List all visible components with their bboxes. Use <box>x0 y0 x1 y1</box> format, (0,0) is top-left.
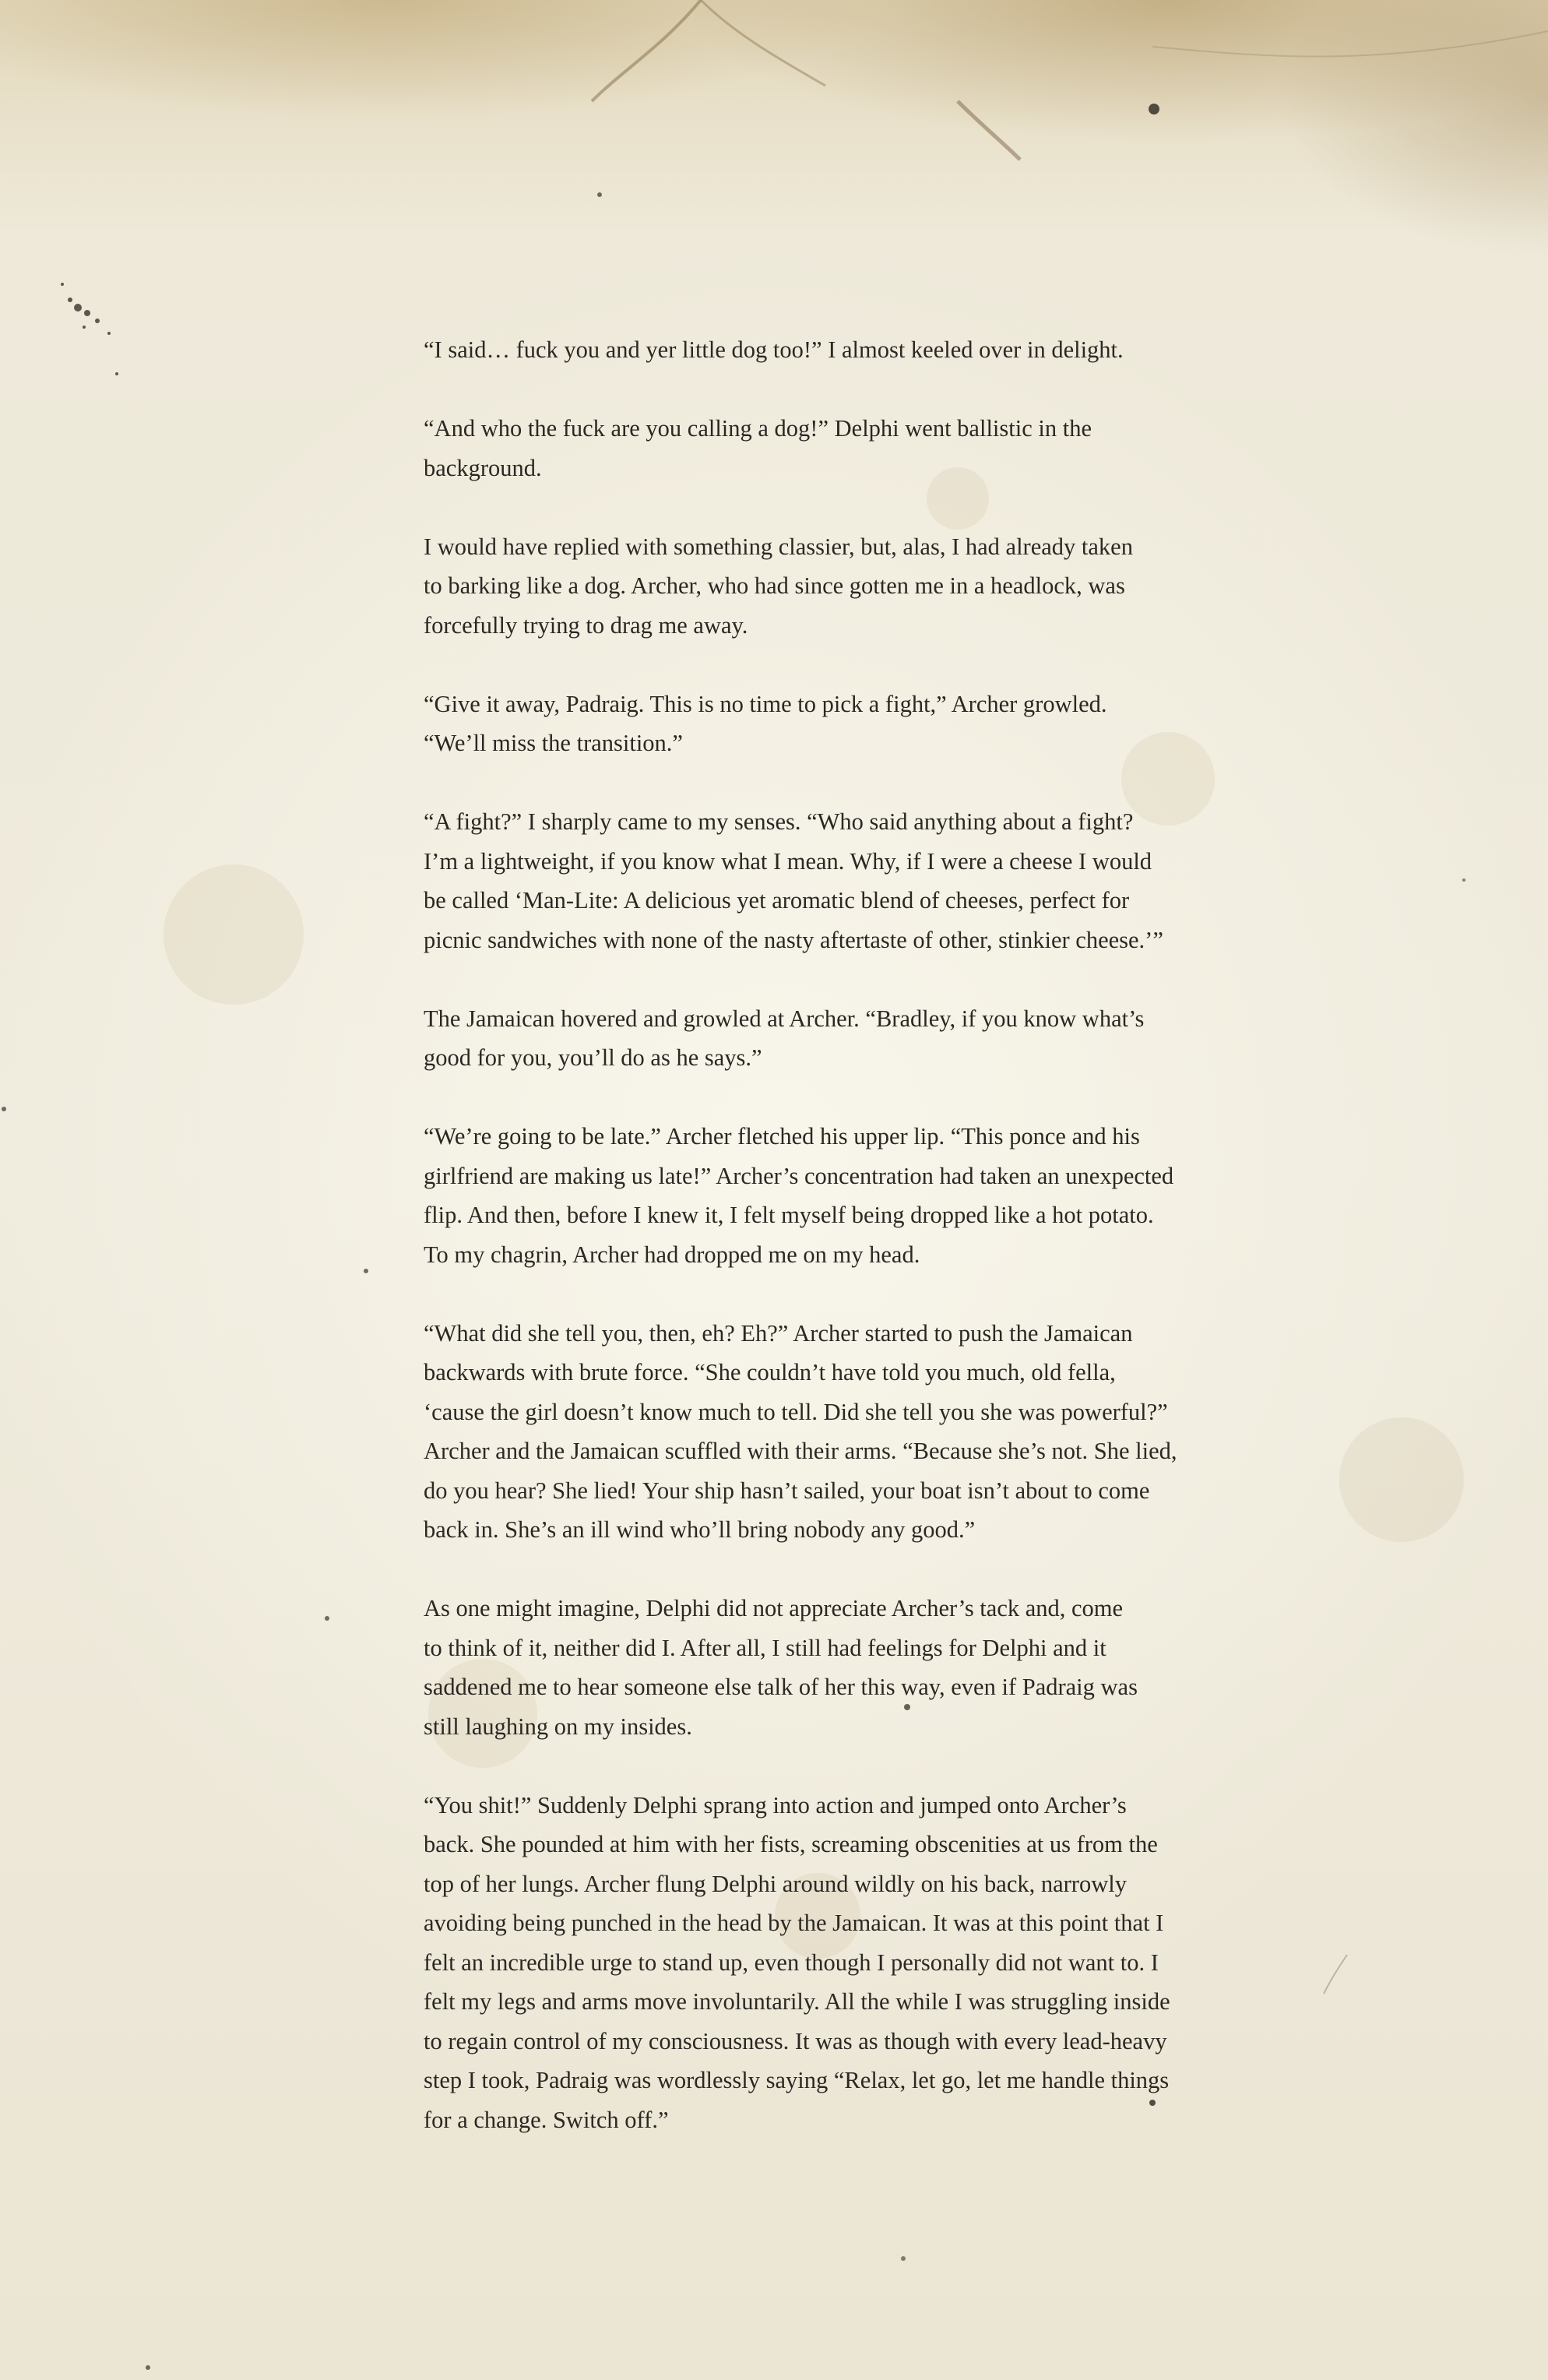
text-line: “Give it away, Padraig. This is no time to pick a fight,” Archer growled. <box>424 690 1107 717</box>
text-line: step I took, Padraig was wordlessly saying “Relax, let go, let me handle things <box>424 2067 1170 2093</box>
paragraph-4 <box>424 685 1296 763</box>
paragraph-7 <box>424 1117 1296 1274</box>
text-line: “I said… fuck you and yer little dog too!” I almost keeled over in delight. <box>424 336 1124 363</box>
text-line: “You shit!” Suddenly Delphi sprang into action and jumped onto Archer’s <box>424 1791 1127 1818</box>
text-line: be called ‘Man-Lite: A delicious yet aromatic blend of cheeses, perfect for <box>424 887 1130 914</box>
text-line: good for you, you’ll do as he says.” <box>424 1044 762 1071</box>
paragraph-6 <box>424 999 1296 1078</box>
text-line: picnic sandwiches with none of the nasty aftertaste of other, stinkier cheese.’” <box>424 926 1163 953</box>
text-line: Archer and the Jamaican scuffled with their arms. “Because she’s not. She lied, <box>424 1438 1177 1464</box>
text-line: back. She pounded at him with her fists, screaming obscenities at us from the <box>424 1831 1158 1857</box>
text-line: The Jamaican hovered and growled at Archer. “Bradley, if you know what’s <box>424 1005 1145 1032</box>
paragraph-5 <box>424 802 1296 959</box>
paragraph-1 <box>424 330 1296 370</box>
text-line: still laughing on my insides. <box>424 1713 692 1740</box>
text-line: forcefully trying to drag me away. <box>424 611 748 639</box>
text-line: felt my legs and arms move involuntarily. All the while I was struggling inside <box>424 1988 1170 2015</box>
text-line: background. <box>424 454 542 481</box>
text-line: to regain control of my consciousness. It was as though with every lead-heavy <box>424 2027 1167 2054</box>
text-line: to think of it, neither did I. After all, I still had feelings for Delphi and it <box>424 1634 1106 1661</box>
text-line: To my chagrin, Archer had dropped me on my head. <box>424 1241 920 1268</box>
text-line: ‘cause the girl doesn’t know much to tell. Did she tell you she was powerful?” <box>424 1398 1168 1425</box>
text-line: girlfriend are making us late!” Archer’s concentration had taken an unexpected <box>424 1162 1174 1189</box>
paragraph-8 <box>424 1314 1296 1550</box>
text-line: felt an incredible urge to stand up, even though I personally did not want to. I <box>424 1949 1159 1976</box>
paragraph-10 <box>424 1786 1296 2140</box>
text-line: “We’ll miss the transition.” <box>424 730 683 756</box>
text-line: “What did she tell you, then, eh? Eh?” Archer started to push the Jamaican <box>424 1319 1133 1347</box>
text-line: top of her lungs. Archer flung Delphi around wildly on his back, narrowly <box>424 1870 1127 1897</box>
text-line: I’m a lightweight, if you know what I mean. Why, if I were a cheese I would <box>424 847 1152 875</box>
text-line: “And who the fuck are you calling a dog!” Delphi went ballistic in the <box>424 415 1092 442</box>
text-line: avoiding being punched in the head by the Jamaican. It was at this point that I <box>424 1910 1164 1936</box>
text-line: for a change. Switch off.” <box>424 2106 669 2133</box>
paragraph-9 <box>424 1589 1296 1746</box>
text-line: back in. She’s an ill wind who’ll bring nobody any good.” <box>424 1516 976 1543</box>
text-line: do you hear? She lied! Your ship hasn’t sailed, your boat isn’t about to come <box>424 1477 1150 1504</box>
text-line: backwards with brute force. “She couldn’t have told you much, old fella, <box>424 1359 1116 1385</box>
text-line: I would have replied with something classier, but, alas, I had already taken <box>424 533 1133 560</box>
text-line: to barking like a dog. Archer, who had since gotten me in a headlock, was <box>424 572 1125 599</box>
text-line: As one might imagine, Delphi did not appreciate Archer’s tack and, come <box>424 1595 1124 1621</box>
text-line: “We’re going to be late.” Archer fletched his upper lip. “This ponce and his <box>424 1123 1140 1150</box>
text-line: saddened me to hear someone else talk of her this way, even if Padraig was <box>424 1674 1138 1700</box>
story-text <box>424 330 1296 2179</box>
paragraph-2 <box>424 409 1296 488</box>
text-line: flip. And then, before I knew it, I felt myself being dropped like a hot potato. <box>424 1202 1154 1228</box>
paragraph-3 <box>424 527 1296 646</box>
text-line: “A fight?” I sharply came to my senses. “Who said anything about a fight? <box>424 808 1134 835</box>
